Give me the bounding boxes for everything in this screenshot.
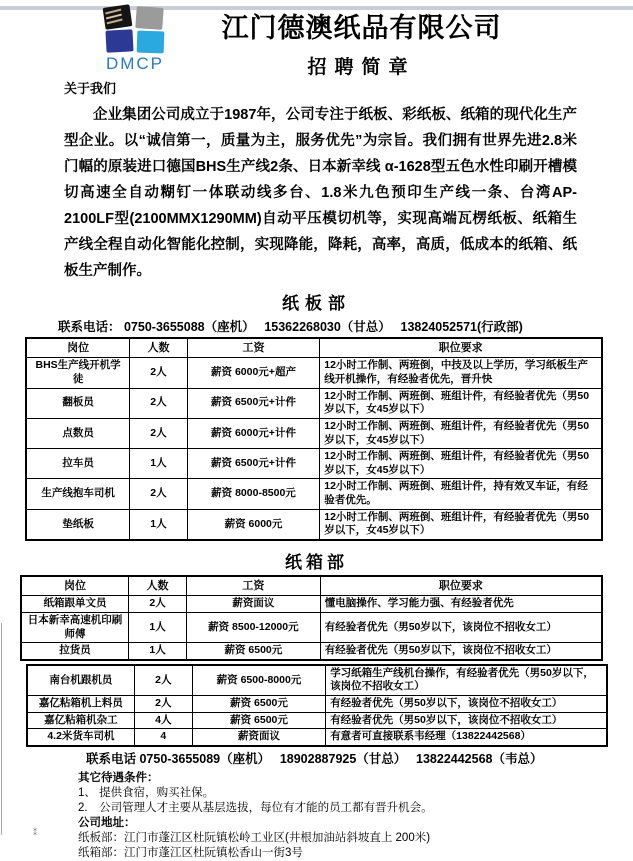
headcount-cell: 2人 [130, 418, 188, 448]
headcount-cell: 1人 [130, 509, 188, 540]
company-logo [92, 6, 178, 74]
address-item: 纸板部：江门市蓬江区杜阮镇松岭工业区(井根加油站斜坡直上 200米) [78, 832, 431, 845]
requirements-cell: 12小时工作制、两班倒、班组计件，有经验者优先（男50岁以下，女45岁以下） [320, 449, 602, 479]
job-title-cell: 垫纸板 [26, 509, 130, 540]
salary-cell: 薪资 6000元 [187, 509, 319, 540]
requirements-cell: 12小时工作制、两班倒、班组计件，有经验者优先（男50岁以下，女45岁以下） [320, 509, 602, 540]
job-row [26, 418, 602, 448]
page-edge-line [1, 623, 2, 835]
address-item: 纸箱部：江门市蓬江区杜阮镇松香山一街3号 [78, 847, 303, 860]
logo-paper-stack-icon [103, 4, 133, 30]
job-row [26, 358, 602, 388]
company-name: 江门德澳纸品有限公司 [221, 13, 502, 43]
column-header: 人数 [128, 576, 186, 596]
job-row [27, 729, 607, 746]
headcount-cell: 2人 [130, 479, 188, 509]
document-header [0, 6, 633, 78]
benefits-label: 其它待遇条件： [78, 772, 159, 785]
column-header: 岗位 [21, 576, 128, 596]
job-row [21, 596, 602, 613]
job-row [27, 665, 607, 696]
salary-cell: 薪资面议 [187, 596, 321, 613]
job-title-cell: 点数员 [26, 418, 130, 448]
salary-cell: 薪资面议 [192, 729, 325, 746]
headcount-cell: 4人 [134, 712, 192, 729]
job-title-cell: BHS生产线开机学徒 [26, 358, 130, 388]
headcount-cell: 1人 [128, 612, 186, 642]
job-row [21, 612, 602, 642]
carton-dept-contact-line: 联系电话 0750-3655089（座机） 18902887925（甘总） 13822442568（韦总） [86, 752, 543, 767]
salary-cell: 薪资 6500元+计件 [187, 449, 319, 479]
requirements-cell: 12小时工作制、两班倒、班组计件，持有效叉车证，有经验者优先。 [320, 479, 602, 509]
carton-dept-table-lower [26, 664, 608, 747]
logo-cyan-square-icon [137, 31, 165, 54]
carton-dept-heading: 纸箱部 [285, 552, 348, 572]
column-header: 工资 [187, 576, 321, 596]
job-title-cell: 4.2米货车司机 [27, 729, 134, 746]
headcount-cell: 1人 [130, 449, 188, 479]
requirements-cell: 有经验者优先（男50岁以下，该岗位不招收女工） [326, 712, 607, 729]
requirements-cell: 有经验者优先（男50岁以下，该岗位不招收女工） [326, 696, 607, 713]
job-row [27, 696, 607, 713]
requirements-cell: 有经验者优先（男50岁以下，该岗位不招收女工） [320, 612, 602, 642]
job-title-cell: 日本新幸高速机印刷师傅 [21, 612, 128, 642]
logo-sheet-line [107, 19, 123, 25]
salary-cell: 薪资 6500元+计件 [187, 388, 319, 418]
column-header: 职位要求 [320, 576, 602, 596]
headcount-cell: 2人 [130, 358, 188, 388]
job-title-cell: 翻板员 [26, 388, 130, 418]
job-row [21, 643, 602, 660]
benefit-item: 2. 公司管理人才主要从基层选拔，每位有才能的员工都有晋升机会。 [78, 802, 433, 815]
salary-cell: 薪资 6500元 [192, 712, 325, 729]
carton-dept-table-upper [20, 575, 603, 661]
table-header-row [26, 338, 602, 358]
board-dept-table [25, 337, 603, 541]
job-title-cell: 南台机跟机员 [27, 665, 134, 696]
requirements-cell: 懂电脑操作、学习能力强、有经验者优先 [320, 596, 602, 613]
headcount-cell: 2人 [130, 388, 188, 418]
logo-text: DMCP [105, 54, 165, 73]
board-dept-contact-line: 联系电话： 0750-3655088（座机） 15362268030（甘总） 13824052571(行政部) [58, 320, 523, 334]
logo-squares-icon [104, 6, 166, 52]
headcount-cell: 1人 [128, 643, 186, 660]
headcount-cell: 4 [134, 729, 192, 746]
about-us-label: 关于我们 [64, 81, 117, 96]
salary-cell: 薪资 6500元 [192, 696, 325, 713]
job-row [27, 712, 607, 729]
headcount-cell: 2人 [128, 596, 186, 613]
logo-navy-square-icon [105, 29, 133, 52]
requirements-cell: 学习纸箱生产线机台操作，有经验者优先（男50岁以下，该岗位不招收女工） [326, 665, 607, 696]
salary-cell: 薪资 6500-8000元 [192, 665, 325, 696]
address-label: 公司地址： [78, 817, 136, 830]
job-title-cell: 生产线抱车司机 [26, 479, 130, 509]
job-title-cell: 嘉亿粘箱机杂工 [27, 712, 134, 729]
salary-cell: 薪资 6500元 [187, 643, 321, 660]
job-title-cell: 拉车员 [26, 449, 130, 479]
column-header: 岗位 [26, 338, 130, 358]
logo-gray-square-icon [135, 6, 163, 30]
column-header: 人数 [130, 338, 188, 358]
job-title-cell: 嘉亿粘箱机上料员 [27, 696, 134, 713]
requirements-cell: 12小时工作制、两班倒、班组计件，有经验者优先（男50岁以下，女45岁以下） [320, 388, 602, 418]
table-header-row [21, 576, 602, 596]
requirements-cell: 12小时工作制、两班倒，中技及以上学历，学习纸板生产线开机操作，有经验者优先，晋升快 [320, 358, 602, 388]
job-row [26, 509, 602, 540]
job-title-cell: 拉货员 [21, 643, 128, 660]
headcount-cell: 2人 [134, 665, 192, 696]
requirements-cell: 有经验者优先（男50岁以下，该岗位不招收女工） [320, 643, 602, 660]
about-us-paragraph: 企业集团公司成立于1987年，公司专注于纸板、彩纸板、纸箱的现代化生产型企业。以“诚信第一，质量为主，服务优先”为宗旨。我们拥有世界先进2.8米门幅的原装进口德国BHS生产线2条、日本新幸线 α-1628型五色水性印刷开槽模切高速全自动糊钉一体联动线多台、1.8米九色预印生产线一条、台湾AP-2100LF型(2100MMX1290MM)自动平压模切机等，实现高端瓦楞纸板、纸箱生产线全程自动化智能化控制，实现降能，降耗，高率，高质，低成本的纸箱、纸板生产制作。 [64, 107, 577, 279]
column-header: 工资 [187, 338, 319, 358]
job-row [26, 449, 602, 479]
salary-cell: 薪资 8500-12000元 [187, 612, 321, 642]
job-row [26, 479, 602, 509]
job-row [26, 388, 602, 418]
board-dept-heading: 纸板部 [282, 294, 351, 313]
salary-cell: 薪资 8000-8500元 [187, 479, 319, 509]
requirements-cell: 有意者可直接联系韦经理（13822442568） [326, 729, 607, 746]
footer-section [78, 771, 613, 861]
job-title-cell: 纸箱跟单文员 [21, 596, 128, 613]
salary-cell: 薪资 6000元+计件 [187, 418, 319, 448]
footnote-mark: ⁑ [33, 828, 38, 837]
benefit-item: 1、 提供食宿，购买社保。 [78, 787, 215, 800]
headcount-cell: 2人 [134, 696, 192, 713]
document-title: 招聘简章 [307, 57, 416, 78]
requirements-cell: 12小时工作制、两班倒、班组计件，有经验者优先（男50岁以下，女45岁以下） [320, 418, 602, 448]
column-header: 职位要求 [320, 338, 602, 358]
salary-cell: 薪资 6000元+超产 [187, 358, 319, 388]
